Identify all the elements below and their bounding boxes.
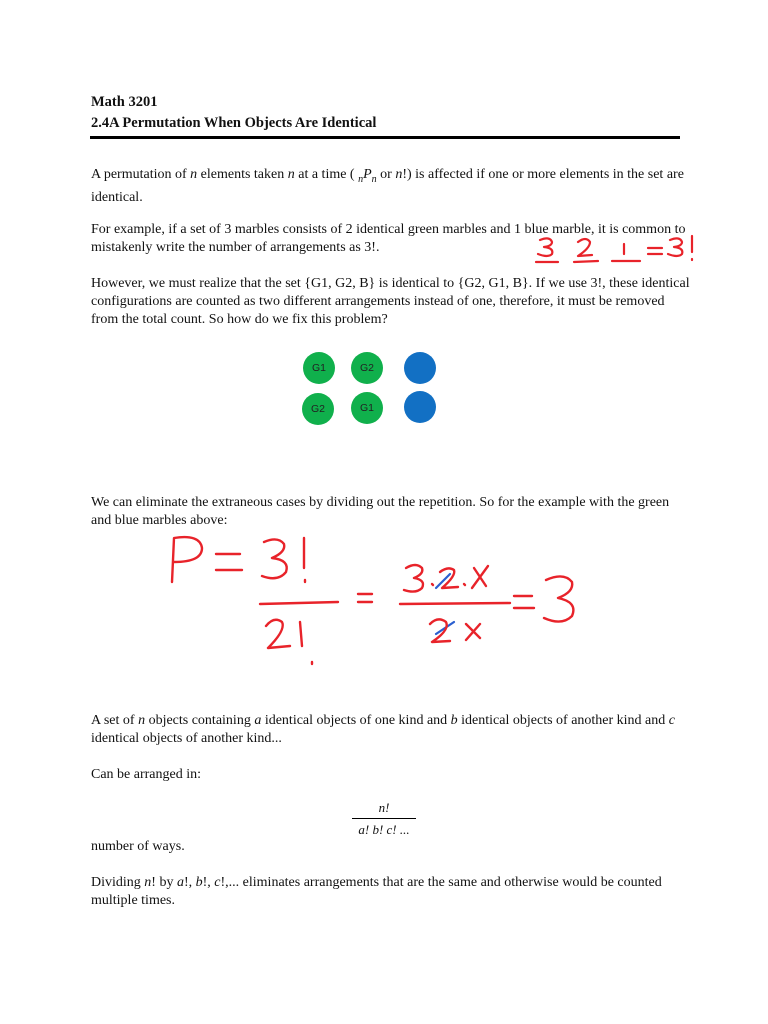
green-marble-g1: G1	[351, 392, 383, 424]
permutation-formula	[352, 800, 416, 838]
formula-numerator: n!	[378, 800, 390, 815]
green-marble-g2: G2	[351, 352, 383, 384]
intro-paragraph: A permutation of n elements taken n at a time ( $_nP_n$ or n!) is affected if one or more elements in the set are identical.	[91, 167, 684, 205]
example-paragraph: For example, if a set of 3 marbles consists of 2 identical green marbles and 1 blue marble, it is common to mistakenly write the number of arrangements as 3!.	[91, 222, 686, 255]
course-code: Math 3201	[91, 94, 158, 110]
handwritten-factorial-note	[532, 232, 702, 266]
blue-marble	[404, 391, 436, 423]
blue-marble	[404, 352, 436, 384]
dividing-paragraph: We can eliminate the extraneous cases by dividing out the repetition. So for the example with the green and blue marbles above:	[91, 495, 670, 528]
explanation-paragraph: However, we must realize that the set {G1, G2, B} is identical to {G2, G1, B}. If we use 3!, these identical configurations are counted as two different arrangements instead of one, therefore, it must be removed from the total count. So how do we fix this problem?	[91, 276, 690, 327]
conclusion-paragraph: Dividing n! by a!, b!, c!,... eliminates arrangements that are the same and otherwise would be counted multiple times.	[91, 875, 662, 908]
formula-fraction-bar	[352, 818, 416, 819]
ways-label: number of ways.	[91, 839, 185, 854]
arranged-label: Can be arranged in:	[91, 767, 202, 782]
formula-denominator: a! b! c! ...	[358, 822, 410, 837]
set-paragraph: A set of n objects containing a identical objects of one kind and b identical objects of another kind and c identical objects of another kind...	[91, 713, 675, 746]
title-divider	[90, 136, 680, 139]
green-marble-g1: G1	[303, 352, 335, 384]
handwritten-equation	[160, 530, 600, 670]
green-marble-g2: G2	[302, 393, 334, 425]
page-title: 2.4A Permutation When Objects Are Identical	[91, 115, 377, 131]
